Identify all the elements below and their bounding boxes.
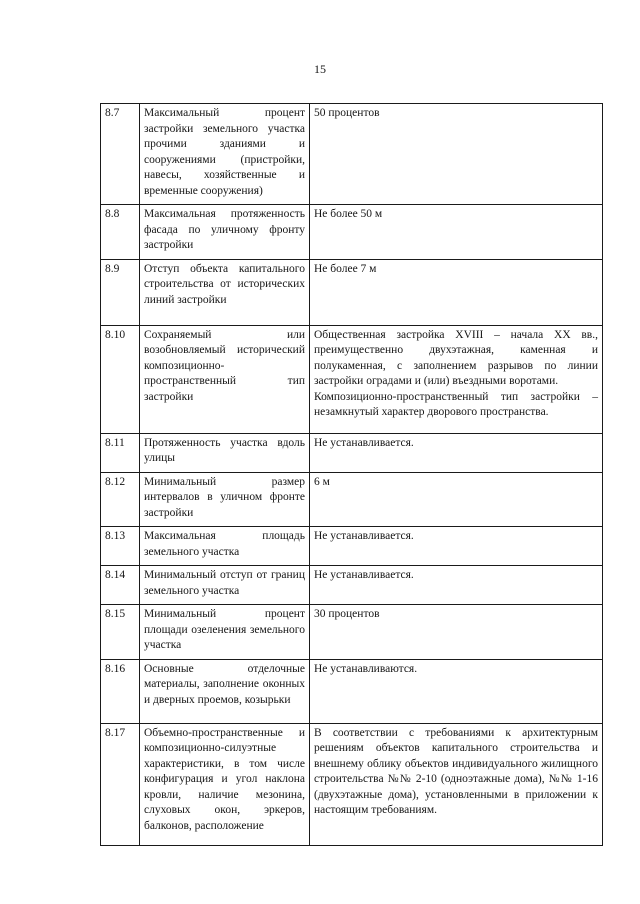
table-row [101,433,603,472]
value-cell: 30 процентов [310,605,603,660]
row-number-cell: 8.14 [101,566,140,605]
value-cell: Не более 7 м [310,259,603,325]
table-body [101,104,603,846]
value-cell: Не устанавливается. [310,527,603,566]
table-row [101,527,603,566]
row-number-cell: 8.12 [101,472,140,527]
parameter-cell: Максимальная протяженность фасада по уличному фронту застройки [140,205,310,260]
regulations-table [100,103,603,846]
table-row [101,104,603,205]
page-number: 15 [314,62,326,76]
row-number-cell: 8.7 [101,104,140,205]
parameter-cell: Минимальный отступ от границ земельного участка [140,566,310,605]
value-cell: Не устанавливаются. [310,659,603,723]
parameter-cell: Максимальная площадь земельного участка [140,527,310,566]
value-cell: 50 процентов [310,104,603,205]
value-cell: Не устанавливается. [310,433,603,472]
row-number-cell: 8.10 [101,325,140,433]
parameter-cell: Основные отделочные материалы, заполнение оконных и дверных проемов, козырьки [140,659,310,723]
parameter-cell: Минимальный процент площади озеленения земельного участка [140,605,310,660]
parameter-cell: Минимальный размер интервалов в уличном фронте застройки [140,472,310,527]
row-number-cell: 8.8 [101,205,140,260]
parameter-cell: Объемно-пространственные и композиционно-силуэтные характеристики, в том числе конфигурация и угол наклона кровли, наличие мезонина, слуховых окон, эркеров, балконов, расположение [140,723,310,845]
table-row [101,205,603,260]
row-number-cell: 8.9 [101,259,140,325]
table-row [101,566,603,605]
table-row [101,325,603,433]
row-number-cell: 8.11 [101,433,140,472]
row-number-cell: 8.16 [101,659,140,723]
parameter-cell: Отступ объекта капитального строительства от исторических линий застройки [140,259,310,325]
parameter-cell: Протяженность участка вдоль улицы [140,433,310,472]
table-row [101,259,603,325]
table-row [101,723,603,845]
table-row [101,659,603,723]
value-cell: Не более 50 м [310,205,603,260]
table-row [101,472,603,527]
table-row [101,605,603,660]
value-cell: Не устанавливается. [310,566,603,605]
parameter-cell: Максимальный процент застройки земельного участка прочими зданиями и сооружениями (пристройки, навесы, хозяйственные и временные сооружения) [140,104,310,205]
parameter-cell: Сохраняемый или возобновляемый исторический композиционно-пространственный тип застройки [140,325,310,433]
row-number-cell: 8.13 [101,527,140,566]
row-number-cell: 8.17 [101,723,140,845]
value-cell: Общественная застройка XVIII – начала XX вв., преимущественно двухэтажная, каменная и полукаменная, с заполнением разрывов по линии застройки оградами и (или) въездными воротами. Композиционно-пространственный тип застройки – незамкнутый характер дворового пространства. [310,325,603,433]
row-number-cell: 8.15 [101,605,140,660]
value-cell: 6 м [310,472,603,527]
value-cell: В соответствии с требованиями к архитектурным решениям объектов капитального строительства и внешнему облику объектов индивидуального жилищного строительства №№ 2-10 (одноэтажные дома), №№ 1-16 (двухэтажные дома), установленными в приложении к настоящим требованиям. [310,723,603,845]
